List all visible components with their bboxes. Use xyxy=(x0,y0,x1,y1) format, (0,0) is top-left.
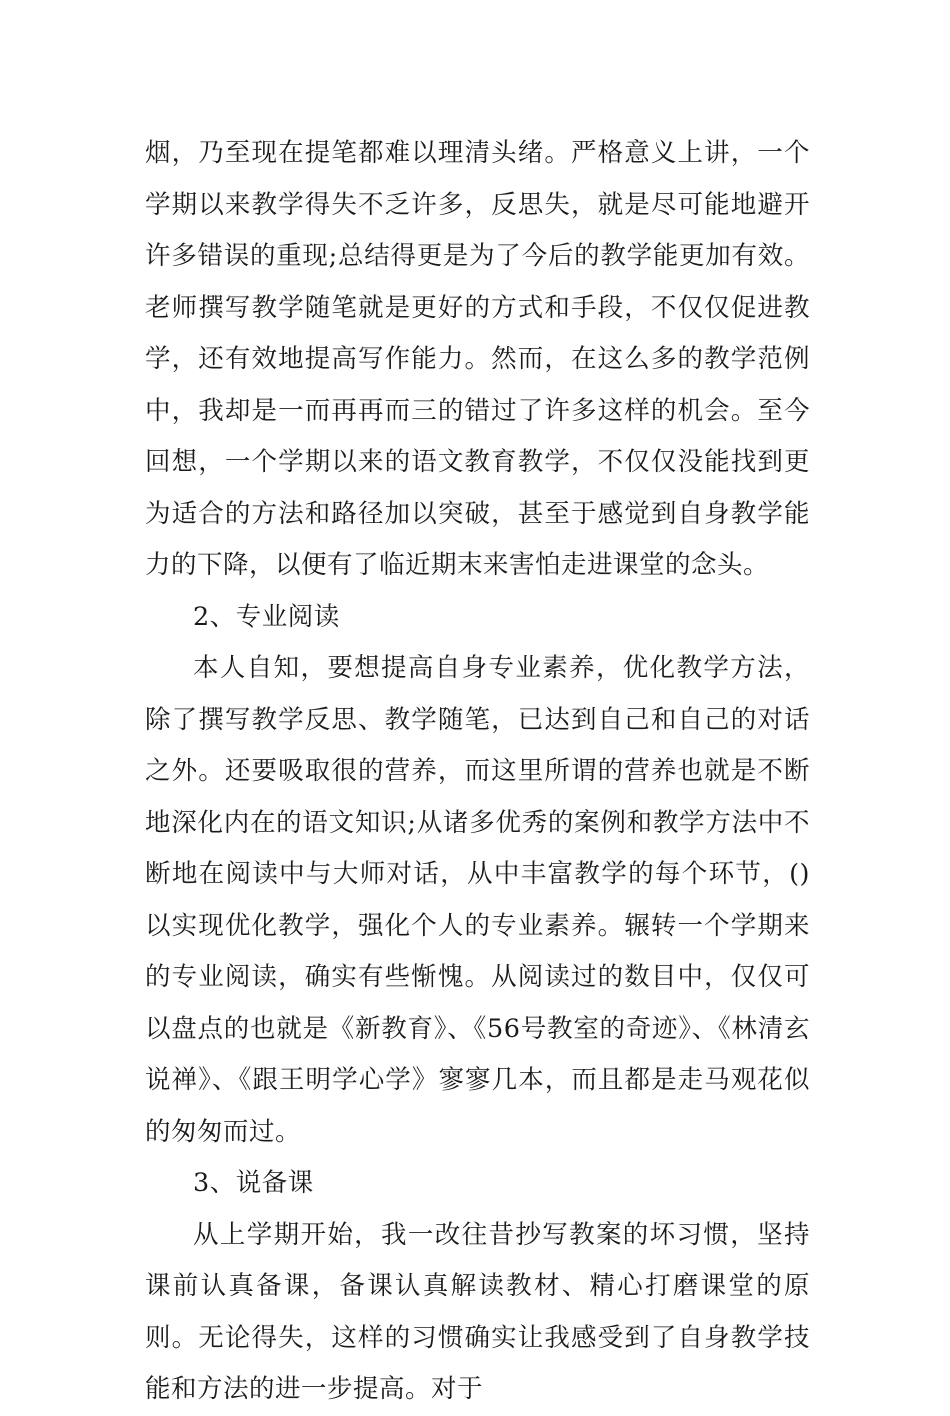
section-heading-professional-reading: 2、专业阅读 xyxy=(193,601,340,632)
paragraph-professional-reading: 本人自知，要想提高自身专业素养，优化教学方法，除了撰写教学反思、教学随笔，已达到自己和自己的对话之外。还要吸取很的营养，而这里所谓的营养也就是不断地深化内在的语文知识;从诸多优秀的案例和教学方法中不断地在阅读中与大师对话，从中丰富教学的每个环节，()以实现优化教学，强化个人的专业素养。辗转一个学期来的专业阅读，确实有些惭愧。从阅读过的数目中，仅仅可以盘点的也就是《新教育》、《56号教室的奇迹》、《林清玄说禅》、《跟王明学心学》寥寥几本，而且都是走马观花似的匆匆而过。 xyxy=(145,653,810,1147)
paragraph-reflection: 烟，乃至现在提笔都难以理清头绪。严格意义上讲，一个学期以来教学得失不乏许多，反思失，就是尽可能地避开许多错误的重现;总结得更是为了今后的教学能更加有效。老师撰写教学随笔就是更好的方式和手段，不仅仅促进教学，还有效地提高写作能力。然而，在这么多的教学范例中，我却是一而再再而三的错过了许多这样的机会。至今回想，一个学期以来的语文教育教学，不仅仅没能找到更为适合的方法和路径加以突破，甚至于感觉到自身教学能力的下降，以便有了临近期末来害怕走进课堂的念头。 xyxy=(145,138,810,580)
section-heading-lesson-prep: 3、说备课 xyxy=(193,1168,314,1198)
document-body xyxy=(145,128,810,1416)
paragraph-lesson-prep: 从上学期开始，我一改往昔抄写教案的坏习惯，坚持课前认真备课，备课认真解读教材、精心打磨课堂的原则。无论得失，这样的习惯确实让我感受到了自身教学技能和方法的进一步提高。对于 xyxy=(145,1219,810,1404)
